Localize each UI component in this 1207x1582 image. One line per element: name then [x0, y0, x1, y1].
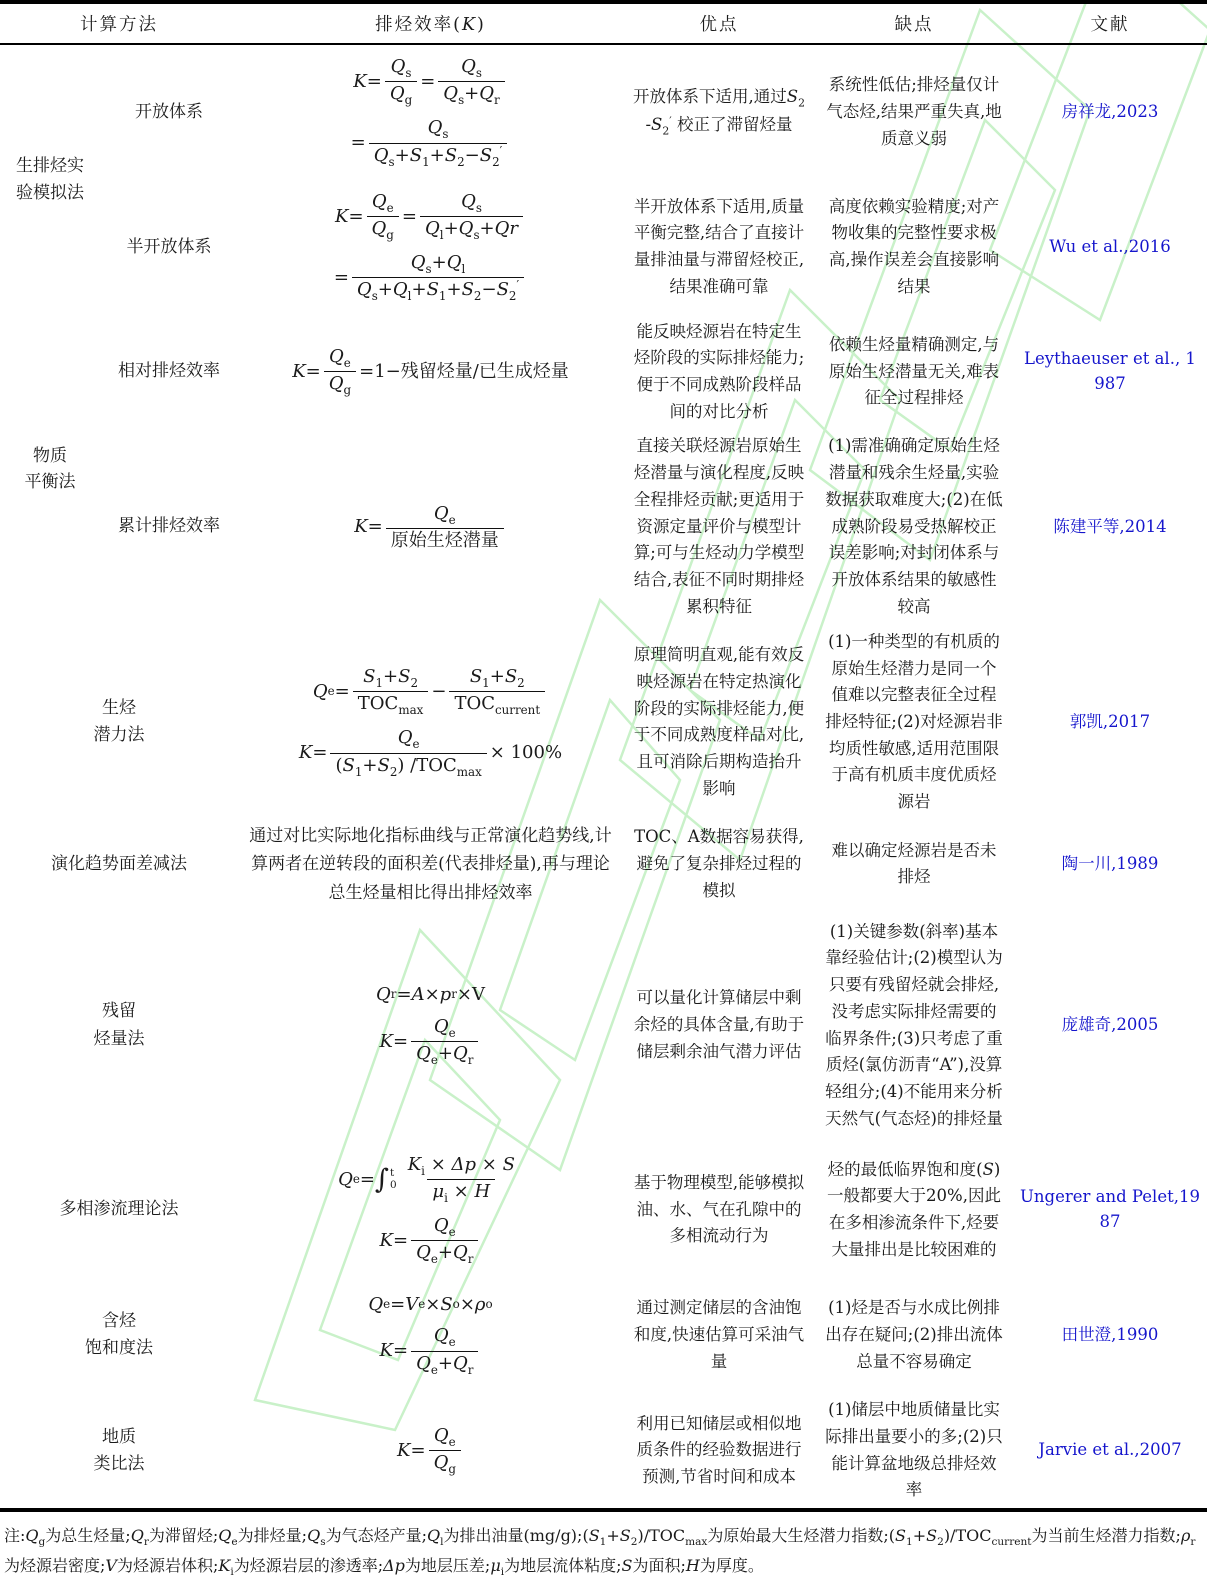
col-header-method: 计算方法	[0, 2, 238, 44]
pros-cell: 直接关联烃源岩原始生烃潜量与演化程度,反映全程排烃贡献;更适用于资源定量评价与模型计算;可与生烃动力学模型结合,表征不同时期排烃累积特征	[633, 436, 805, 616]
table-row	[0, 44, 1207, 180]
table-row	[0, 820, 1207, 908]
table-row	[0, 1277, 1207, 1393]
method-cell: 相对排烃效率	[118, 361, 220, 382]
table-row	[0, 429, 1207, 624]
cons-cell: (1)关键参数(斜率)基本靠经验估计;(2)模型认为只要有残留烃就会排烃,没考虑实际排烃需要的临界条件;(3)只考虑了重质烃(氯仿沥青“A”),没算轻组分;(4)不能用来分析天然气(气态烃)的排烃量	[825, 921, 1003, 1128]
method-cell: 演化趋势面差减法	[51, 853, 187, 874]
method-cell: 生烃 潜力法	[93, 698, 145, 746]
ref-cell	[1013, 315, 1207, 430]
ref-cell	[1013, 624, 1207, 820]
method-cell: 累计排烃效率	[118, 516, 220, 537]
formula-cell: 通过对比实际地化指标曲线与正常演化趋势线,计算两者在逆转段的面积差(代表排烃量),再与理论总生烃量相比得出排烃效率	[249, 826, 612, 903]
cons-cell: (1)需准确确定原始生烃潜量和残余生烃量,实验数据获取难度大;(2)在低成熟阶段易受热解校正误差影响;对封闭体系与开放体系结果的敏感性较高	[825, 436, 1003, 616]
pros-cell: 利用已知储层或相似地质条件的经验数据进行预测,节省时间和成本	[623, 1393, 815, 1510]
col-header-reference: 文献	[1013, 2, 1207, 44]
cons-cell: 高度依赖实验精度;对产物收集的完整性要求极高,操作误差会直接影响结果	[828, 196, 1000, 296]
ref-cell	[1013, 180, 1207, 315]
table-note: 注$:Q_g$为总生烃量$;Q_r$为滞留烃$;Q_e$为排烃量$;Q_s$为气态烃产量$;Q_l$为排出油量$(mg/g);(S_1+S_2)/TOC_{max}$为原始最大生烃潜力指数$;(S_1+S_2)/TOC_{current}$为当前生烃潜力指数$;\rho_r$为烃源岩密度;V为烃源岩体积$;K_i$为烃源岩层的渗透率;Δp为地层压差$;\mu_i$为地层流体粘度;S为面积;H为厚度。	[4, 1526, 1196, 1579]
method-group-label: 生排烃实 验模拟法	[16, 156, 84, 203]
ref-cell	[1013, 1277, 1207, 1393]
formula-cell: K = $\frac{Q_s}{Q_g}$ = $\frac{Q_s}{Q_s+Q_r}$ = $\frac{Q_s}{Q_s+S_1+S_2-S_2'}$	[238, 44, 623, 180]
cons-cell: 依赖生烃量精确测定,与原始生烃潜量无关,难表征全过程排烃	[828, 334, 1000, 408]
pros-cell: 能反映烃源岩在特定生烃阶段的实际排烃能力;便于不同成熟阶段样品间的对比分析	[633, 321, 805, 421]
cons-cell: 难以确定烃源岩是否未排烃	[831, 840, 997, 887]
col-header-cons: 缺点	[815, 2, 1013, 44]
formula-cell: Q e = ∫ t 0 $\frac{K_i \times \Delta p \times S}{\mu_i \times H}$ K = $\frac{Q_e}{Q_e+Q_r}$	[338, 1153, 515, 1266]
cons-cell: 烃的最低临界饱和度(S)一般都要大于20%,因此在多相渗流条件下,烃要大量排出是比较困难的	[827, 1159, 1001, 1259]
cons-cell: (1)烃是否与水成比例排出存在疑问;(2)排出流体总量不容易确定	[825, 1298, 1003, 1371]
method-cell: 开放体系	[135, 101, 203, 122]
method-cell: 地质 类比法	[0, 1393, 238, 1510]
method-cell: 多相渗流理论法	[59, 1199, 179, 1220]
ref-cell	[1013, 429, 1207, 624]
ref-cell	[1013, 1393, 1207, 1510]
table-row	[0, 315, 1207, 430]
table-row	[0, 1393, 1207, 1510]
formula-cell: Q e = V e × S o × ρ o K = $\frac{Q_e}{Q_e+Q_r}$	[368, 1293, 493, 1377]
ref-cell	[1013, 44, 1207, 180]
method-group-label: 物质 平衡法	[24, 446, 76, 493]
reference-link[interactable]: Wu et al.,2016	[1049, 236, 1171, 256]
pros-cell: 可以量化计算储层中剩余烃的具体含量,有助于储层剩余油气潜力评估	[633, 988, 805, 1061]
formula-cell: Q e = $\frac{S_1+S_2}{TOC_{max}}$ − $\frac{S_1+S_2}{TOC_{current}}$ K = $\frac{Q_e}{(S_1+S_2) /TOC_{max}}$ × 100%	[298, 666, 563, 779]
col-header-pros: 优点	[623, 2, 815, 44]
ref-cell	[1013, 909, 1207, 1143]
ref-cell	[1013, 820, 1207, 908]
method-cell: 半开放体系	[126, 236, 212, 257]
pros-cell: 半开放体系下适用,质量平衡完整,结合了直接计量排油量与滞留烃校正,结果准确可靠	[633, 196, 805, 296]
reference-link[interactable]: 田世澄,1990	[1061, 1324, 1159, 1344]
reference-link[interactable]: Jarvie et al.,2007	[1038, 1440, 1182, 1460]
reference-link[interactable]: 陈建平等,2014	[1053, 516, 1167, 536]
table-row	[0, 909, 1207, 1143]
table-row	[0, 180, 1207, 315]
reference-link[interactable]: Leythaeuser et al., 1987	[1024, 349, 1196, 393]
pros-cell: 通过测定储层的含油饱和度,快速估算可采油气量	[633, 1298, 805, 1371]
reference-link[interactable]: Ungerer and Pelet,1987	[1020, 1187, 1200, 1231]
col-header-efficiency: 排烃效率(K)	[238, 2, 623, 44]
pros-cell: 基于物理模型,能够模拟油、水、气在孔隙中的多相流动行为	[633, 1172, 805, 1246]
reference-link[interactable]: 郭凯,2017	[1069, 712, 1151, 732]
reference-link[interactable]: 庞雄奇,2005	[1061, 1015, 1159, 1035]
formula-cell: K = $\frac{Q_e}{Q_g}$	[238, 1393, 623, 1510]
method-cell: 含烃 饱和度法	[85, 1311, 153, 1359]
cons-cell: 系统性低估;排烃量仅计气态烃,结果严重失真,地质意义弱	[826, 75, 1002, 148]
formula-cell: K = $\frac{Q_e}{Q_g}$ =1−残留烃量/已生成烃量	[292, 346, 569, 398]
reference-link[interactable]: 房祥龙,2023	[1061, 102, 1159, 121]
cons-cell: (1)储层中地质储量比实际排出量要小的多;(2)只能计算盆地级总排烃效率	[815, 1393, 1013, 1510]
formula-cell: K = $\frac{Q_e}{Q_g}$ = $\frac{Q_s}{Q_l+Q_s+Qr}$ = $\frac{Q_s+Q_l}{Q_s+Q_l+S_1+S_2-S_2'}$	[238, 180, 623, 315]
ref-cell	[1013, 1143, 1207, 1278]
pros-cell: 开放体系下适用,通过$S_2-S_2'$ 校正了滞留烃量	[633, 87, 805, 138]
header-row	[0, 2, 1207, 44]
pros-cell: TOC、A数据容易获得,避免了复杂排烃过程的模拟	[634, 827, 804, 900]
pros-cell: 原理简明直观,能有效反映烃源岩在特定热演化阶段的实际排烃能力,便于不同成熟度样品对比,且可消除后期构造抬升影响	[633, 645, 805, 798]
table-row	[0, 624, 1207, 820]
formula-cell: Q r = A × p r ×V K = $\frac{Q_e}{Q_e+Q_r}$	[376, 984, 485, 1067]
method-cell: 残留 烃量法	[93, 1001, 145, 1049]
table-row	[0, 1143, 1207, 1278]
cons-cell: (1)一种类型的有机质的原始生烃潜力是同一个值难以完整表征全过程排烃特征;(2)对烃源岩非均质性敏感,适用范围限于高有机质丰度优质烃源岩	[825, 631, 1003, 812]
formula-cell: K = $\frac{Q_e}{\text{原始生烃潜量}}$	[238, 429, 623, 624]
reference-link[interactable]: 陶一川,1989	[1061, 854, 1159, 874]
